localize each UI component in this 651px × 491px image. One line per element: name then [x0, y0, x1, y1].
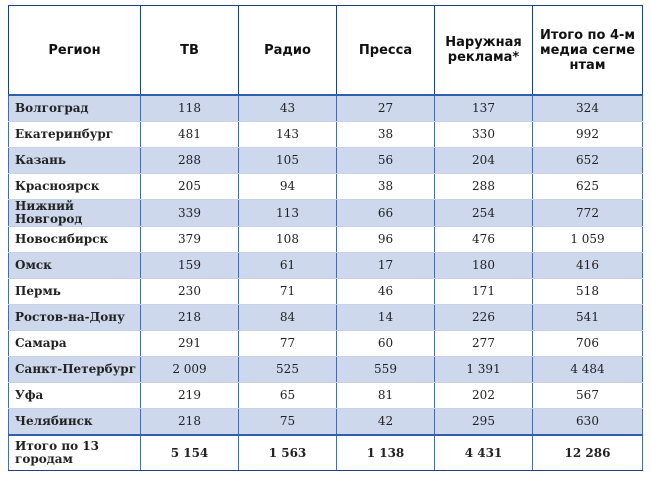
table-row: [9, 305, 643, 331]
press-cell: 38: [337, 122, 435, 148]
region-cell: Уфа: [9, 383, 141, 409]
total-radio-cell: 1 563: [239, 435, 337, 471]
tv-cell: 291: [141, 331, 239, 357]
table-row: [9, 95, 643, 122]
tv-cell: 2 009: [141, 357, 239, 383]
outdoor-cell: 180: [435, 253, 533, 279]
total-cell: 625: [533, 174, 643, 200]
press-cell: 42: [337, 409, 435, 436]
press-cell: 38: [337, 174, 435, 200]
total-outdoor-cell: 4 431: [435, 435, 533, 471]
total-label-cell: Итого по 13 городам: [9, 435, 141, 471]
total-tv-cell: 5 154: [141, 435, 239, 471]
total-cell: 772: [533, 200, 643, 227]
total-cell: 1 059: [533, 227, 643, 253]
total-cell: 630: [533, 409, 643, 436]
header-cell-tv: ТВ: [141, 6, 239, 96]
tv-cell: 218: [141, 409, 239, 436]
outdoor-cell: 330: [435, 122, 533, 148]
total-cell: 4 484: [533, 357, 643, 383]
tv-cell: 219: [141, 383, 239, 409]
press-cell: 81: [337, 383, 435, 409]
region-cell: Самара: [9, 331, 141, 357]
radio-cell: 84: [239, 305, 337, 331]
radio-cell: 43: [239, 95, 337, 122]
tv-cell: 159: [141, 253, 239, 279]
press-cell: 559: [337, 357, 435, 383]
total-cell: 652: [533, 148, 643, 174]
press-cell: 14: [337, 305, 435, 331]
table-row: [9, 200, 643, 227]
region-cell: Новосибирск: [9, 227, 141, 253]
region-cell: Ростов-на-Дону: [9, 305, 141, 331]
press-cell: 56: [337, 148, 435, 174]
radio-cell: 113: [239, 200, 337, 227]
table-row: [9, 253, 643, 279]
grand-total-cell: 12 286: [533, 435, 643, 471]
radio-cell: 77: [239, 331, 337, 357]
region-cell: Омск: [9, 253, 141, 279]
region-cell: Челябинск: [9, 409, 141, 436]
header-cell-radio: Радио: [239, 6, 337, 96]
press-cell: 96: [337, 227, 435, 253]
tv-cell: 288: [141, 148, 239, 174]
table-row: [9, 279, 643, 305]
press-cell: 66: [337, 200, 435, 227]
outdoor-cell: 1 391: [435, 357, 533, 383]
region-cell: Санкт-Петербург: [9, 357, 141, 383]
header-cell-press: Пресса: [337, 6, 435, 96]
total-cell: 518: [533, 279, 643, 305]
tv-cell: 205: [141, 174, 239, 200]
outdoor-cell: 171: [435, 279, 533, 305]
total-cell: 416: [533, 253, 643, 279]
press-cell: 60: [337, 331, 435, 357]
radio-cell: 65: [239, 383, 337, 409]
tv-cell: 481: [141, 122, 239, 148]
outdoor-cell: 204: [435, 148, 533, 174]
total-cell: 992: [533, 122, 643, 148]
outdoor-cell: 295: [435, 409, 533, 436]
outdoor-cell: 226: [435, 305, 533, 331]
table-row: [9, 409, 643, 436]
table-row: [9, 331, 643, 357]
table-row: [9, 122, 643, 148]
region-cell: Пермь: [9, 279, 141, 305]
total-cell: 567: [533, 383, 643, 409]
media-regions-table: [8, 5, 643, 471]
total-press-cell: 1 138: [337, 435, 435, 471]
region-cell: Красноярск: [9, 174, 141, 200]
tv-cell: 379: [141, 227, 239, 253]
table-row: [9, 383, 643, 409]
header-row: [9, 6, 643, 96]
press-cell: 17: [337, 253, 435, 279]
table-row: [9, 227, 643, 253]
radio-cell: 105: [239, 148, 337, 174]
table-row: [9, 148, 643, 174]
total-cell: 541: [533, 305, 643, 331]
header-cell-outdoor: Наружная реклама*: [435, 6, 533, 96]
region-cell: Екатеринбург: [9, 122, 141, 148]
outdoor-cell: 277: [435, 331, 533, 357]
radio-cell: 108: [239, 227, 337, 253]
outdoor-cell: 202: [435, 383, 533, 409]
outdoor-cell: 288: [435, 174, 533, 200]
press-cell: 27: [337, 95, 435, 122]
total-row: [9, 435, 643, 471]
tv-cell: 218: [141, 305, 239, 331]
radio-cell: 94: [239, 174, 337, 200]
region-cell: Волгоград: [9, 95, 141, 122]
tv-cell: 118: [141, 95, 239, 122]
region-cell: Казань: [9, 148, 141, 174]
radio-cell: 143: [239, 122, 337, 148]
table-row: [9, 174, 643, 200]
region-cell: Нижний Новгород: [9, 200, 141, 227]
outdoor-cell: 476: [435, 227, 533, 253]
press-cell: 46: [337, 279, 435, 305]
radio-cell: 71: [239, 279, 337, 305]
outdoor-cell: 137: [435, 95, 533, 122]
outdoor-cell: 254: [435, 200, 533, 227]
radio-cell: 525: [239, 357, 337, 383]
tv-cell: 339: [141, 200, 239, 227]
total-cell: 706: [533, 331, 643, 357]
radio-cell: 61: [239, 253, 337, 279]
radio-cell: 75: [239, 409, 337, 436]
header-cell-region: Регион: [9, 6, 141, 96]
total-cell: 324: [533, 95, 643, 122]
header-cell-total: Итого по 4-м медиа сегментам: [533, 6, 643, 96]
table-row: [9, 357, 643, 383]
tv-cell: 230: [141, 279, 239, 305]
